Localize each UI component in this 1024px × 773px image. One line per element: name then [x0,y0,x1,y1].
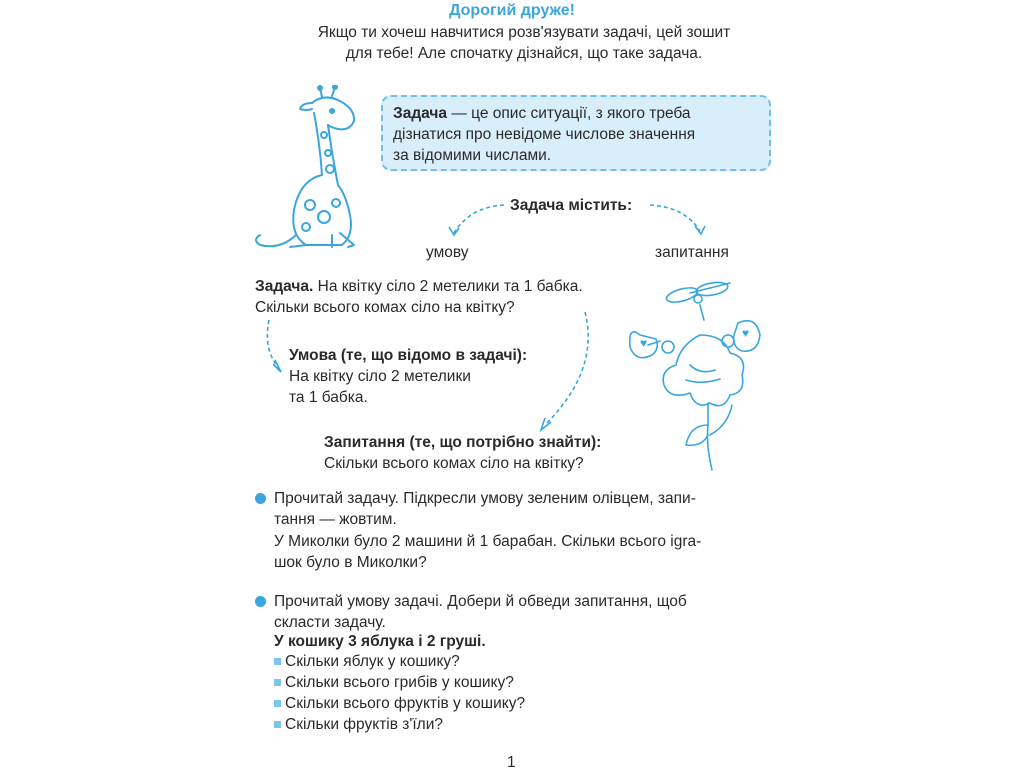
option-item[interactable]: Скільки фруктів з'їли? [274,714,525,735]
task-2-options [274,651,525,735]
page-greeting: Дорогий друже! [449,2,575,19]
contains-title: Задача містить: [510,197,633,214]
square-bullet-icon [274,700,281,707]
intro-line-2: для тебе! Але спочатку дізнайся, що таке задача. [345,45,703,62]
svg-text:♥: ♥ [640,336,648,350]
condition-line-2: та 1 бабка. [289,389,368,406]
task-2-bullet [255,596,266,607]
intro-line-1: Якщо ти хочеш навчитися розв'язувати задачі, цей зошит [317,24,731,41]
square-bullet-icon [274,679,281,686]
question-title: Запитання (те, що потрібно знайти): [324,434,602,451]
definition-line-1: — це опис ситуації, з якого треба [447,105,691,122]
task-2-given: У кошику 3 яблука і 2 груші. [274,633,486,650]
option-item[interactable]: Скільки яблук у кошику? [274,651,525,672]
condition-block [289,345,527,408]
definition-line-2: дізнатися про невідоме числове значення [393,126,696,143]
task-1-instruction [274,488,696,530]
question-line-1: Скільки всього комах сіло на квітку? [324,455,584,472]
definition-box [381,95,771,171]
task-2-line-2: скласти задачу. [274,614,386,631]
square-bullet-icon [274,658,281,665]
task-1-line-2: тання — жовтим. [274,511,397,528]
example-line-1: На квітку сіло 2 метелики та 1 бабка. [313,278,583,295]
contains-left-label: умову [426,244,469,261]
definition-term: Задача [393,105,448,122]
contains-arrows [440,195,710,245]
svg-text:♥: ♥ [742,326,750,340]
option-item[interactable]: Скільки всього грибів у кошику? [274,672,525,693]
task-1-line-3: У Миколки було 2 машини й 1 барабан. Скільки всього igra- [274,533,702,550]
definition-line-3: за відомими числами. [393,147,552,164]
example-term: Задача. [255,278,314,295]
condition-title: Умова (те, що відомо в задачі): [289,347,528,364]
page-number: 1 [507,754,516,771]
task-1-line-1: Прочитай задачу. Підкресли умову зеленим олівцем, запи- [274,490,696,507]
task-1-line-4: шок було в Миколки? [274,554,427,571]
square-bullet-icon [274,721,281,728]
flower-butterflies-illustration [620,275,780,475]
condition-line-1: На квітку сіло 2 метелики [289,368,471,385]
task-1-problem [274,531,701,573]
giraffe-illustration [250,85,365,260]
option-item[interactable]: Скільки всього фруктів у кошику? [274,693,525,714]
task-2-line-1: Прочитай умову задачі. Добери й обведи запитання, щоб [274,593,687,610]
task-1-bullet [255,493,266,504]
intro-text [282,22,766,64]
question-block [324,432,601,474]
example-line-2: Скільки всього комах сіло на квітку? [255,299,515,316]
task-2-instruction [274,591,687,633]
contains-right-label: запитання [655,244,729,261]
